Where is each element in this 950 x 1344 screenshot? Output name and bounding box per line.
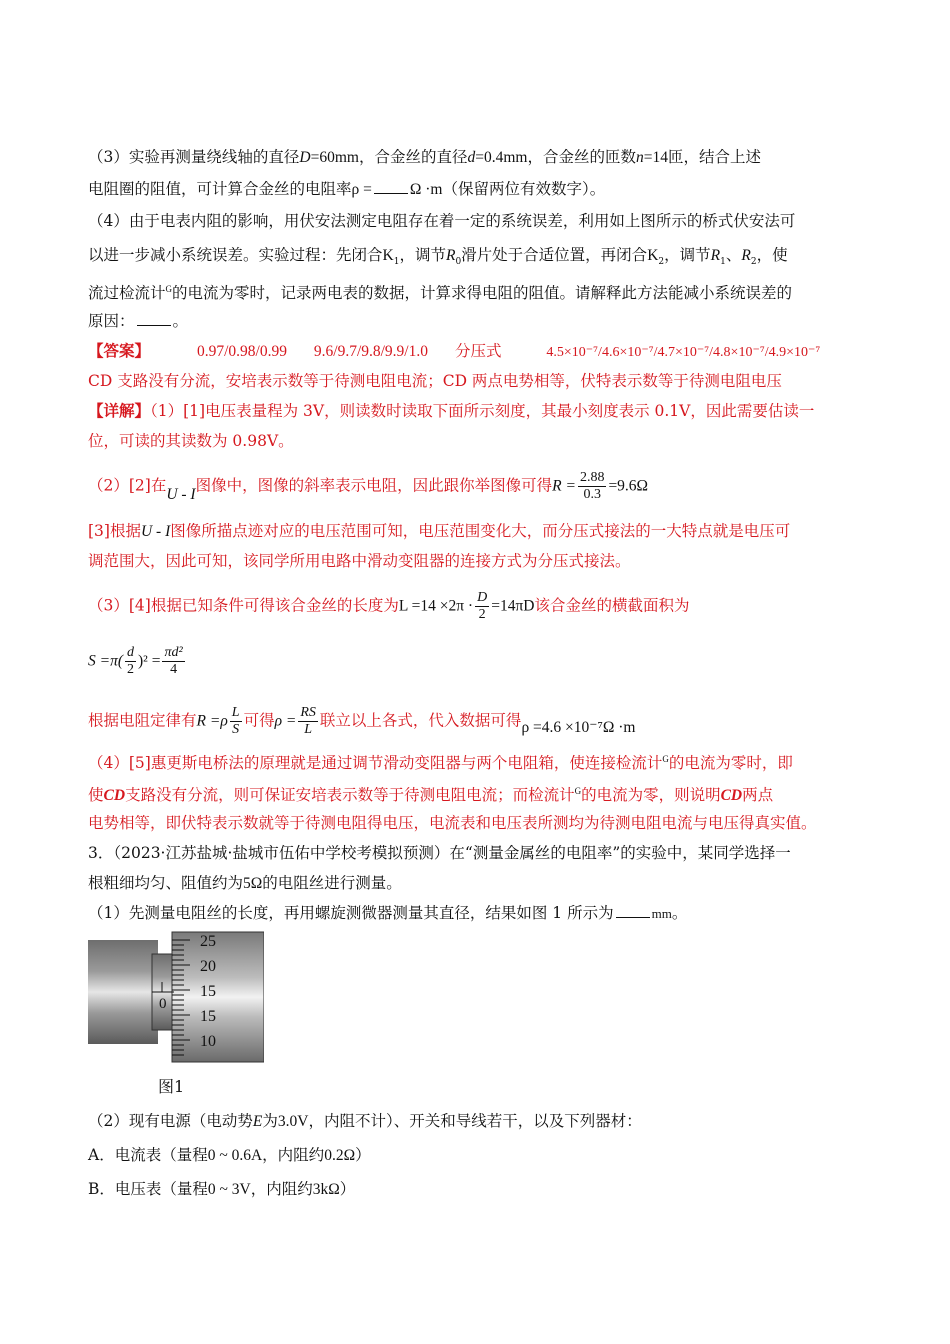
q4-line3 — [88, 278, 792, 304]
fraction — [230, 705, 242, 738]
detail-p6 — [88, 705, 635, 738]
unit: mm — [651, 906, 672, 921]
q4-line1: （4）由于电表内阻的影响，用伏安法测定电阻存在着一定的系统误差，利用如上图所示的桥式伏安法可 — [88, 212, 796, 230]
sub: 0 — [455, 257, 462, 268]
numerator: D — [477, 590, 488, 605]
text: 根粗细均匀、阻值约为 — [88, 874, 244, 892]
answer-3: 分压式 — [454, 342, 502, 360]
denominator: 4 — [170, 662, 178, 677]
q-next-line1: 3．（2023·江苏盐城·盐城市伍佑中学校考模拟预测）在“测量金属丝的电阻率”的实验中，某同学选择一 — [88, 844, 791, 862]
formula-rho: ρ = — [274, 712, 297, 730]
text: ，合金丝的匝数 — [527, 148, 636, 166]
text: （1）先测量电阻丝的长度，再用螺旋测微器测量其直径，结果如图 1 所示为 — [88, 904, 614, 922]
var-G: G — [662, 754, 669, 764]
text: ，内阻约 — [262, 1146, 325, 1164]
text: 滑片处于合适位置，再闭合 — [461, 246, 648, 264]
text: 为 — [262, 1112, 278, 1130]
answer-5: CD 支路没有分流，安培表示数等于待测电阻电流；CD 两点电势相等，伏特表示数等于待测电阻电压 — [88, 372, 782, 390]
detail-p4 — [88, 590, 689, 623]
fraction — [162, 645, 184, 678]
q3-line2 — [88, 178, 605, 201]
denominator: 2 — [127, 662, 135, 677]
text: 的电流为零，则说明 — [581, 786, 721, 805]
var-R0: R — [445, 247, 456, 264]
detail-p3-line1 — [88, 520, 790, 543]
text: （保留两位有效数字）。 — [442, 180, 606, 198]
scale-label-20: 20 — [200, 958, 216, 975]
denominator: L — [304, 722, 313, 737]
text: [3]根据 — [88, 522, 141, 540]
text: 电阻圈的阻值，可计算合金丝的电阻率 — [88, 180, 352, 198]
scale-label-10: 10 — [200, 1033, 216, 1050]
var-CD: CD — [720, 787, 743, 805]
text: 该合金丝的横截面积为 — [534, 596, 690, 615]
text: 根据电阻定律有 — [88, 711, 197, 730]
formula-mid: )² = — [138, 652, 161, 670]
numerator: RS — [300, 705, 316, 720]
text: A．电流表（量程 — [88, 1146, 208, 1164]
value: 3kΩ — [312, 1181, 340, 1198]
fraction — [298, 705, 318, 738]
value: =60mm — [310, 149, 359, 166]
text: 使 — [88, 786, 104, 805]
text: B．电压表（量程 — [88, 1180, 208, 1198]
q3-line1 — [88, 146, 761, 169]
answer-line — [88, 340, 820, 364]
text: 可得 — [243, 711, 275, 730]
text: ，合金丝的直径 — [358, 148, 468, 166]
text: 两点 — [742, 786, 774, 805]
option-A — [88, 1144, 371, 1167]
answer-4: 4.5×10⁻⁷/4.6×10⁻⁷/4.7×10⁻⁷/4.8×10⁻⁷/4.9×10⁻⁷ — [546, 345, 821, 360]
q-next-line3 — [88, 902, 687, 925]
answer-blank[interactable] — [616, 903, 650, 918]
sub: 1 — [393, 257, 400, 268]
var-n: n — [635, 149, 644, 166]
detail-p2 — [88, 470, 648, 503]
detail-p1-line1 — [88, 400, 814, 422]
value: 3.0V — [277, 1113, 309, 1130]
var-K2: K — [647, 247, 659, 264]
fraction — [125, 645, 136, 678]
var-E: E — [252, 1113, 263, 1130]
q4-line2 — [88, 244, 788, 273]
text: （3）实验再测量绕线轴的直径 — [88, 148, 300, 166]
text: （3）[4]根据已知条件可得该合金丝的长度为 — [88, 596, 399, 615]
denominator: 0.3 — [583, 487, 601, 502]
answer-blank[interactable] — [137, 311, 171, 326]
sub: 2 — [658, 257, 665, 268]
q4-line4: 原因： 。 — [88, 312, 189, 330]
q-next-line2 — [88, 872, 402, 895]
var-G: G — [574, 786, 582, 796]
var-G: G — [165, 284, 173, 294]
detail-p7-line2 — [88, 780, 773, 807]
var-d: d — [467, 149, 476, 166]
sleeve — [88, 940, 158, 1044]
value: =14 — [643, 149, 668, 166]
text: 图像所描点迹对应的电压范围可知，电压范围变化大，而分压式接法的一大特点就是电压可 — [170, 522, 791, 540]
q-next-line4 — [88, 1110, 642, 1133]
text: 、 — [725, 246, 742, 264]
text: ，使 — [756, 246, 788, 264]
text: 联立以上各式，代入数据可得 — [319, 711, 522, 730]
var-K1: K — [382, 247, 394, 264]
detail-p7-line1 — [88, 748, 793, 774]
value: 5Ω — [243, 875, 263, 892]
text: 的电流为零时，即 — [668, 754, 793, 773]
denominator: S — [232, 722, 240, 737]
var-R1: R — [710, 247, 721, 264]
text: （1）[1]电压表量程为 3V，则读数时读取下面所示刻度，其最小刻度表示 0.1V，因此需要估读一 — [150, 402, 815, 420]
answer-1: 0.97/0.98/0.99 — [196, 343, 287, 360]
text: 匝，结合上述 — [667, 148, 761, 166]
formula-L: L =14 ×2π · — [398, 597, 474, 615]
result: =14πD — [491, 597, 535, 615]
formula-UI: U - I — [166, 485, 196, 503]
value: 0 ~ 3V — [207, 1181, 251, 1198]
thimble — [172, 932, 264, 1062]
var-R2: R — [741, 247, 751, 264]
text: 支路没有分流，则可保证安培表示数等于待测电阻电流；而检流计 — [125, 786, 575, 805]
main-scale-zero: 0 — [159, 996, 167, 1012]
formula-R: R = — [552, 477, 576, 495]
answer-label: 【答案】 — [88, 341, 151, 360]
fraction — [475, 590, 489, 623]
text: 流过检流计 — [88, 284, 166, 303]
sub: 2 — [750, 257, 757, 268]
text: ，调节 — [664, 246, 711, 264]
text: ） — [355, 1146, 371, 1164]
scale-label-15: 15 — [200, 983, 216, 1000]
numerator: d — [127, 645, 135, 660]
answer-blank[interactable] — [374, 179, 408, 194]
var-rho: ρ = — [351, 181, 372, 198]
detail-label: 【详解】 — [88, 401, 151, 420]
text: 的电流为零时，记录两电表的数据，计算求得电阻的阻值。请解释此方法能减小系统误差的 — [172, 284, 793, 303]
result: ρ =4.6 ×10⁻⁷Ω ·m — [521, 718, 636, 736]
micrometer-figure — [88, 930, 264, 1068]
var-CD: CD — [103, 787, 126, 805]
numerator: 2.88 — [579, 470, 605, 485]
value: =0.4mm — [475, 149, 528, 166]
text: 以进一步减小系统误差。实验过程：先闭合 — [88, 246, 383, 264]
denominator: 2 — [478, 607, 486, 622]
unit: Ω ·m — [409, 181, 443, 198]
detail-p7-line3: 电势相等，即伏特表示数就等于待测电阻得电压，电流表和电压表所测均为待测电阻电流与电压得真实值。 — [88, 814, 817, 832]
text: ，内阻约 — [250, 1180, 313, 1198]
text: （2）现有电源（电动势 — [88, 1112, 253, 1130]
value: 0 ~ 0.6A — [207, 1147, 263, 1164]
value: 0.2Ω — [324, 1147, 356, 1164]
formula-S: S =π( — [88, 652, 124, 670]
text: （4）[5]惠更斯电桥法的原理就是通过调节滑动变阻器与两个电阻箱，使连接检流计 — [88, 754, 663, 773]
detail-p1-line2: 位，可读的其读数为 0.98V。 — [88, 432, 294, 450]
result: =9.6Ω — [608, 477, 649, 495]
text: ） — [339, 1180, 356, 1198]
sub: 1 — [720, 257, 726, 268]
fraction — [578, 470, 607, 503]
scale-label-15: 15 — [200, 1008, 216, 1025]
text: ，调节 — [399, 246, 446, 264]
formula-UI: U - I — [140, 523, 171, 540]
text: 。 — [671, 904, 688, 922]
text: 图像中，图像的斜率表示电阻，因此跟你举图像可得 — [195, 476, 553, 495]
detail-p3-line2: 调范围大，因此可知，该同学所用电路中滑动变阻器的连接方式为分压式接法。 — [88, 552, 631, 570]
text: （2）[2]在 — [88, 476, 167, 495]
figure-caption: 图1 — [158, 1077, 185, 1096]
text: 的电阻丝进行测量。 — [262, 874, 402, 892]
option-B — [88, 1178, 355, 1201]
numerator: πd² — [164, 645, 183, 660]
scale-label-25: 25 — [200, 933, 216, 950]
formula-R: R =ρ — [196, 712, 228, 730]
detail-p5 — [88, 645, 187, 678]
answer-2: 9.6/9.7/9.8/9.9/1.0 — [313, 343, 428, 360]
text: ，内阻不计）、开关和导线若干，以及下列器材： — [308, 1112, 642, 1130]
text: 原因： — [88, 312, 135, 330]
numerator: L — [231, 705, 240, 720]
var-D: D — [299, 149, 311, 166]
